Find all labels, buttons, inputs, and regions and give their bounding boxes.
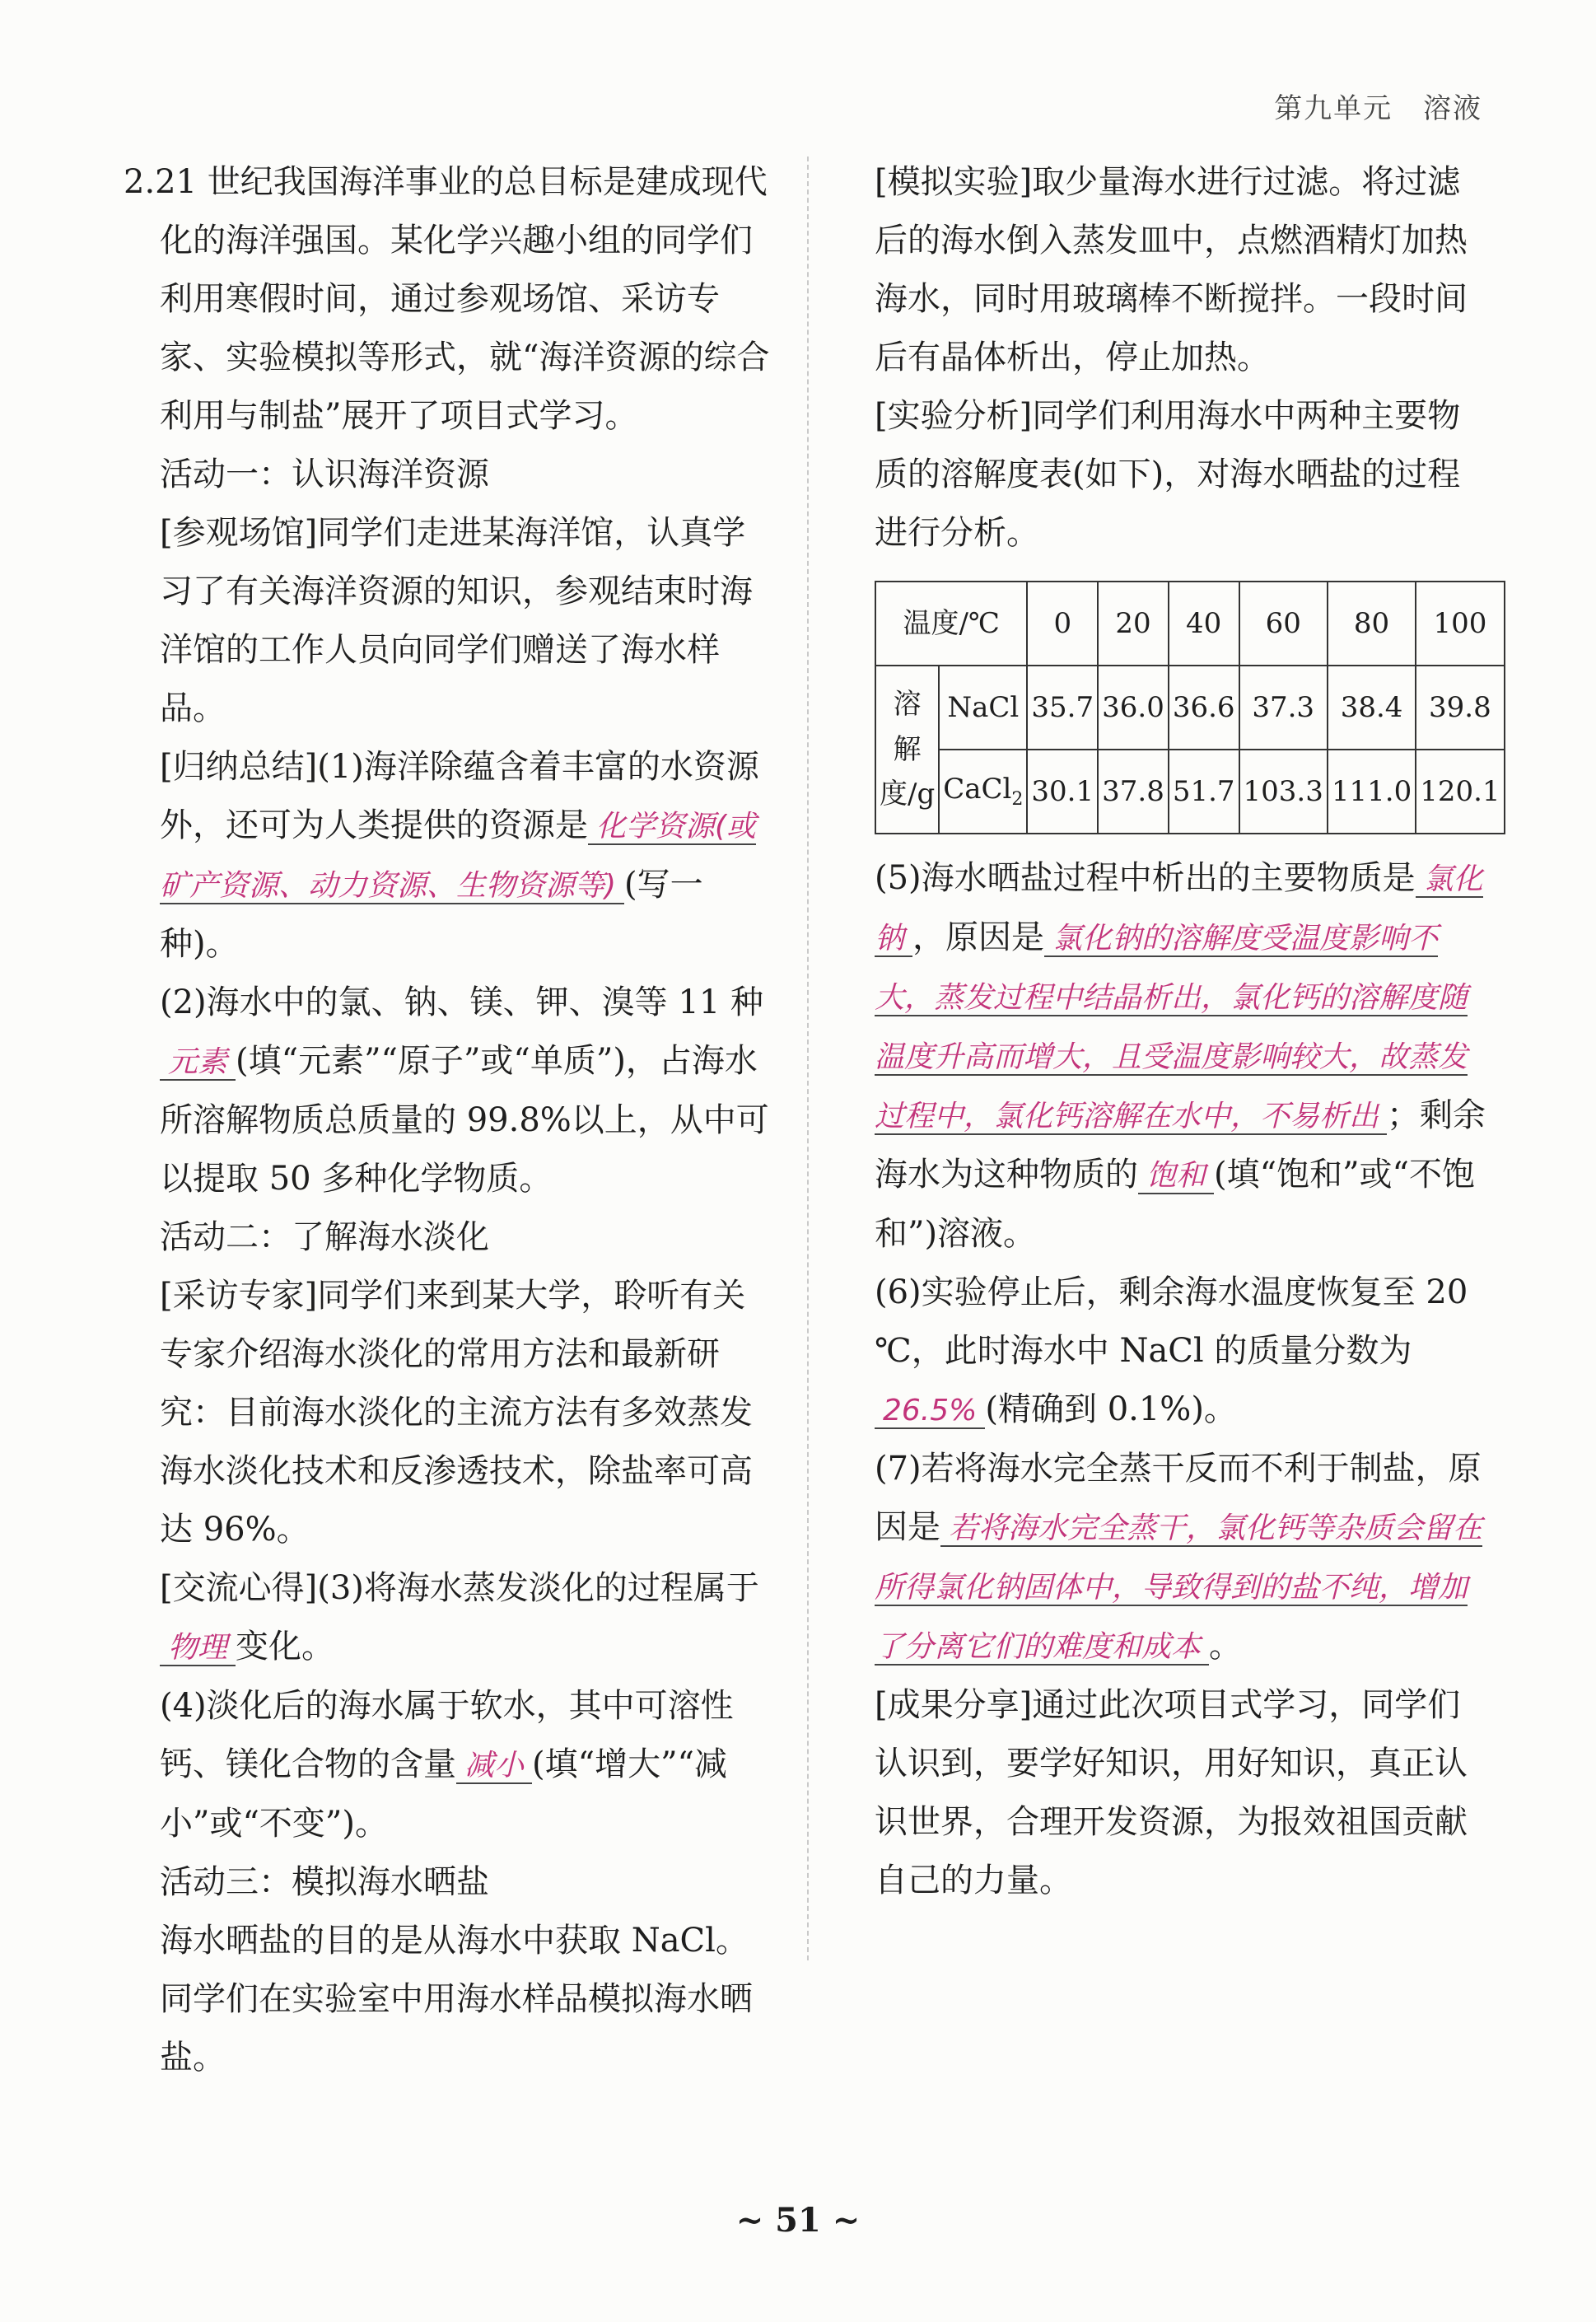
temp-cell: 0 (1027, 582, 1098, 666)
q2-paragraph (124, 974, 774, 1208)
nacl-label-cell: NaCl (939, 666, 1027, 750)
temp-cell: 40 (1169, 582, 1239, 666)
q1-text: [归纳总结](1)海洋除蕴含着丰富的水资源外，还可为人类提供的资源是 (160, 748, 759, 844)
q4-suffix: (填“增大”“减小”或“不变”)。 (160, 1745, 727, 1843)
question-intro: 2.21 世纪我国海洋事业的总目标是建成现代化的海洋强国。某化学兴趣小组的同学们利用寒假时间，通过参观场馆、采访专家、实验模拟等形式，就“海洋资源的综合利用与制盐”展开了项目式学习。 (124, 163, 770, 435)
q5-suffix: (填“饱和”或“不饱和”)溶液。 (875, 1156, 1475, 1253)
analysis-paragraph: [实验分析]同学们利用海水中两种主要物质的溶解度表(如下)，对海水晒盐的过程进行分析。 (875, 397, 1461, 552)
q7-answer: 若将海水完全蒸干，氯化钙等杂质会留在所得氯化钠固体中，导致得到的盐不纯，增加了分离它们的难度和成本 (875, 1511, 1483, 1664)
temp-header-cell: 温度/℃ (875, 582, 1027, 666)
q7-text: (7)若将海水完全蒸干反而不利于制盐，原因是 (875, 1450, 1482, 1546)
q2-suffix: (填“元素”“原子”或“单质”)，占海水所溶解物质总质量的 99.8%以上，从中可以提取 50 多种化学物质。 (160, 1042, 769, 1198)
table-row (875, 582, 1505, 666)
q2-text: (2)海水中的氯、钠、镁、钾、溴等 11 种 (160, 983, 763, 1021)
q3-answer: 物理 (160, 1631, 236, 1666)
temp-cell: 80 (1328, 582, 1416, 666)
salt-paragraph: 海水晒盐的目的是从海水中获取 NaCl。同学们在实验室中用海水样品模拟海水晒盐。 (160, 1922, 753, 2077)
temp-cell: 20 (1098, 582, 1169, 666)
visit-paragraph: [参观场馆]同学们走进某海洋馆，认真学习了有关海洋资源的知识，参观结束时海洋馆的工作人员向同学们赠送了海水样品。 (160, 514, 753, 727)
left-column (124, 153, 774, 2087)
q5-answer-1: 氯化钠 (875, 862, 1483, 955)
nacl-cell: 39.8 (1416, 666, 1504, 750)
q3-text: [交流心得](3)将海水蒸发淡化的过程属于 (160, 1569, 759, 1607)
q7-paragraph (875, 1440, 1489, 1676)
temp-cell: 100 (1416, 582, 1504, 666)
header-topic: 溶液 (1423, 92, 1482, 125)
q5-paragraph (875, 849, 1489, 1264)
table-row (875, 750, 1505, 834)
table-row (875, 666, 1505, 750)
q6-answer: 26.5% (875, 1394, 985, 1429)
q2-answer: 元素 (160, 1045, 236, 1081)
cacl2-subscript: 2 (1011, 788, 1024, 810)
solubility-row-label: 溶解度/g (875, 666, 939, 834)
activity-2-heading: 活动二：了解海水淡化 (160, 1218, 489, 1256)
q5-text: (5)海水晒盐过程中析出的主要物质是 (875, 859, 1416, 897)
activity-1-heading: 活动一：认识海洋资源 (160, 456, 489, 493)
q7-suffix: 。 (1209, 1627, 1243, 1665)
nacl-cell: 37.3 (1239, 666, 1328, 750)
cacl2-label-cell (939, 750, 1027, 834)
page-number: ~ 51 ~ (735, 2201, 861, 2240)
cacl2-cell: 120.1 (1416, 750, 1504, 834)
nacl-cell: 38.4 (1328, 666, 1416, 750)
nacl-cell: 36.6 (1169, 666, 1239, 750)
cacl2-cell: 111.0 (1328, 750, 1416, 834)
cacl2-cell: 30.1 (1027, 750, 1098, 834)
q6-paragraph (875, 1264, 1489, 1440)
q6-suffix: (精确到 0.1%)。 (985, 1390, 1237, 1428)
q1-answer: 化学资源(或矿产资源、动力资源、生物资源等) (160, 810, 757, 903)
q3-suffix: 变化。 (236, 1628, 335, 1666)
right-column (875, 153, 1500, 1910)
q6-text: (6)实验停止后，剩余海水温度恢复至 20 ℃，此时海水中 NaCl 的质量分数为 (875, 1273, 1468, 1370)
q5-middle-2: ；剩余海水为这种物质的 (875, 1096, 1486, 1194)
share-paragraph: [成果分享]通过此次项目式学习，同学们认识到，要学好知识，用好知识，真正认识世界，合理开发资源，为报效祖国贡献自己的力量。 (875, 1686, 1468, 1899)
cacl2-label: CaCl (943, 772, 1012, 806)
q3-paragraph (124, 1559, 774, 1677)
q5-answer-2: 氯化钠的溶解度受温度影响不大，蒸发过程中结晶析出，氯化钙的溶解度随温度升高而增大，且受温度影响较大，故蒸发过程中，氯化钙溶解在水中，不易析出 (875, 922, 1468, 1133)
cacl2-cell: 51.7 (1169, 750, 1239, 834)
q5-answer-3: 饱和 (1138, 1159, 1214, 1194)
column-divider (807, 157, 809, 1960)
solubility-table (875, 581, 1505, 834)
expert-paragraph: [采访专家]同学们来到某大学，聆听有关专家介绍海水淡化的常用方法和最新研究：目前海水淡化的主流方法有多效蒸发海水淡化技术和反渗透技术，除盐率可高达 96%。 (160, 1277, 753, 1549)
running-header (1274, 86, 1482, 126)
temp-cell: 60 (1239, 582, 1328, 666)
simulation-paragraph: [模拟实验]取少量海水进行过滤。将过滤后的海水倒入蒸发皿中，点燃酒精灯加热海水，同时用玻璃棒不断搅拌。一段时间后有晶体析出，停止加热。 (875, 163, 1468, 376)
activity-3-heading: 活动三：模拟海水晒盐 (160, 1863, 489, 1901)
header-unit: 第九单元 (1274, 92, 1393, 125)
cacl2-cell: 37.8 (1098, 750, 1169, 834)
q4-text: (4)淡化后的海水属于软水，其中可溶性钙、镁化合物的含量 (160, 1687, 734, 1783)
cacl2-cell: 103.3 (1239, 750, 1328, 834)
q5-middle: ，原因是 (912, 918, 1045, 956)
q1-suffix: (写一种)。 (160, 866, 703, 963)
q4-answer: 减小 (456, 1749, 532, 1784)
nacl-cell: 36.0 (1098, 666, 1169, 750)
q1-paragraph (124, 738, 774, 974)
q4-paragraph (124, 1677, 774, 1853)
nacl-cell: 35.7 (1027, 666, 1098, 750)
